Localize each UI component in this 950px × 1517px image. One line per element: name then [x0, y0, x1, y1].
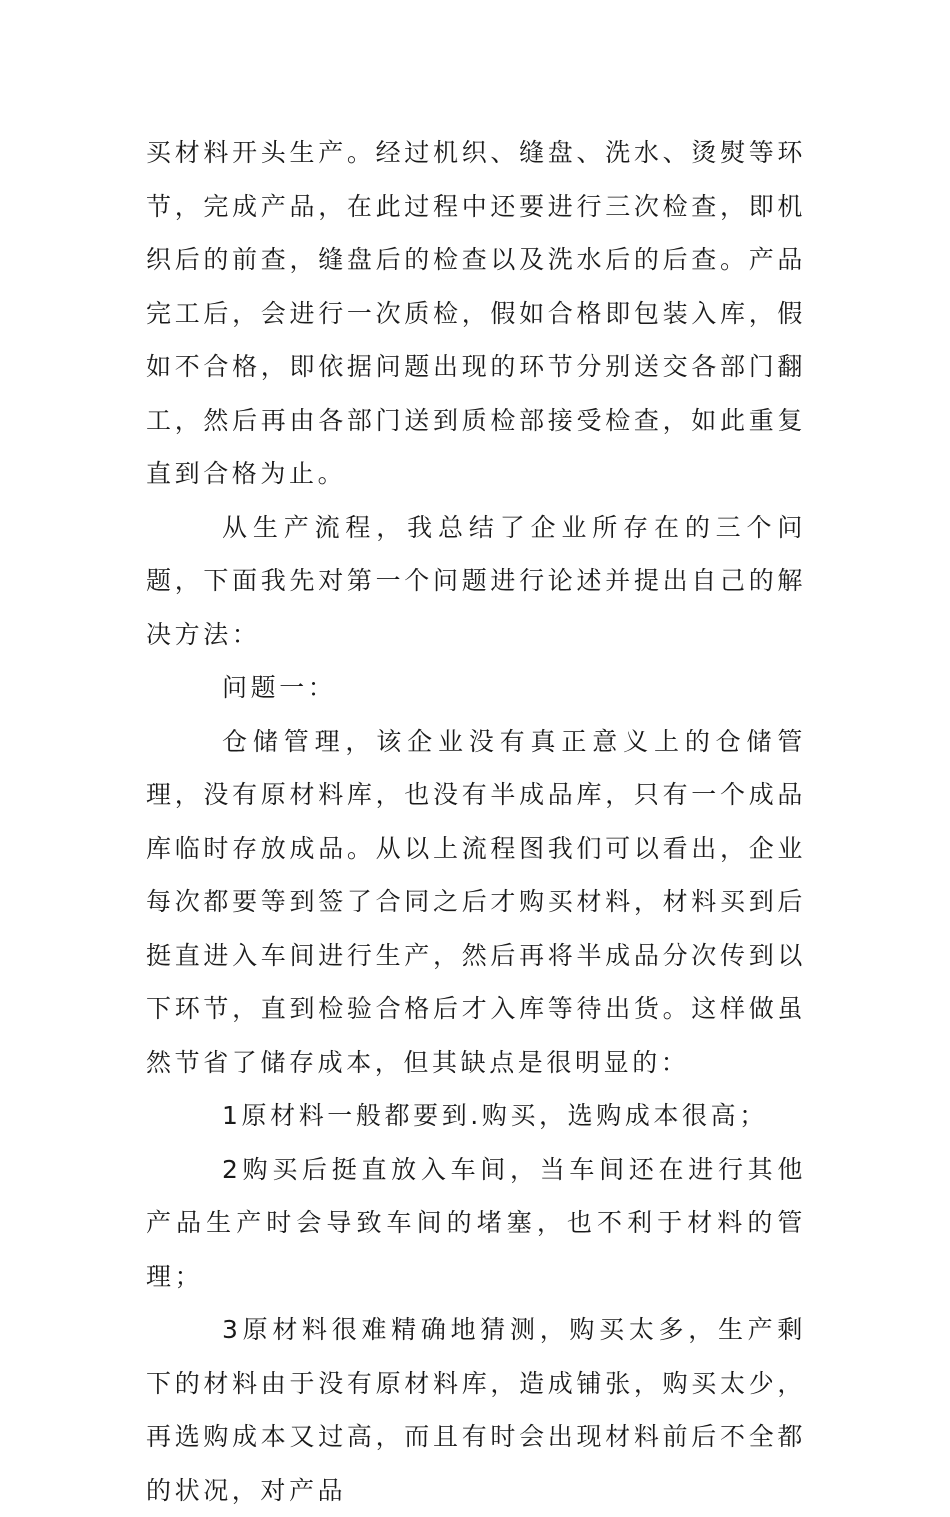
paragraph-production-process: 买材料开头生产。经过机织、缝盘、洗水、烫熨等环节，完成产品，在此过程中还要进行三次检查，即机织后的前查，缝盘后的检查以及洗水后的后查。产品完工后，会进行一次质检，假如合格即包装入库，假如不合格，即依据问题出现的环节分别送交各部门翻工，然后再由各部门送到质检部接受检查，如此重复直到合格为止。 — [146, 138, 806, 488]
document-page — [146, 126, 806, 1517]
paragraph-problem-one-heading: 问题一： — [222, 673, 337, 702]
list-item-drawback-1: 1原材料一般都要到.购买，选购成本很高； — [222, 1101, 768, 1130]
list-item-drawback-2: 2购买后挺直放入车间，当车间还在进行其他产品生产时会导致车间的堵塞，也不利于材料的管理； — [146, 1154, 806, 1291]
list-item-drawback-3: 3原材料很难精确地猜测，购买太多，生产剩下的材料由于没有原材料库，造成铺张，购买太少，再选购成本又过高，而且有时会出现材料前后不全都的状况，对产品 — [146, 1315, 806, 1505]
paragraph-warehouse-management: 仓储管理，该企业没有真正意义上的仓储管理，没有原材料库，也没有半成品库，只有一个成品库临时存放成品。从以上流程图我们可以看出，企业每次都要等到签了合同之后才购买材料，材料买到后挺直进入车间进行生产，然后再将半成品分次传到以下环节，直到检验合格后才入库等待出货。这样做虽然节省了储存成本，但其缺点是很明显的： — [146, 726, 806, 1077]
paragraph-problem-summary: 从生产流程，我总结了企业所存在的三个问题，下面我先对第一个问题进行论述并提出自己的解决方法： — [146, 512, 806, 649]
